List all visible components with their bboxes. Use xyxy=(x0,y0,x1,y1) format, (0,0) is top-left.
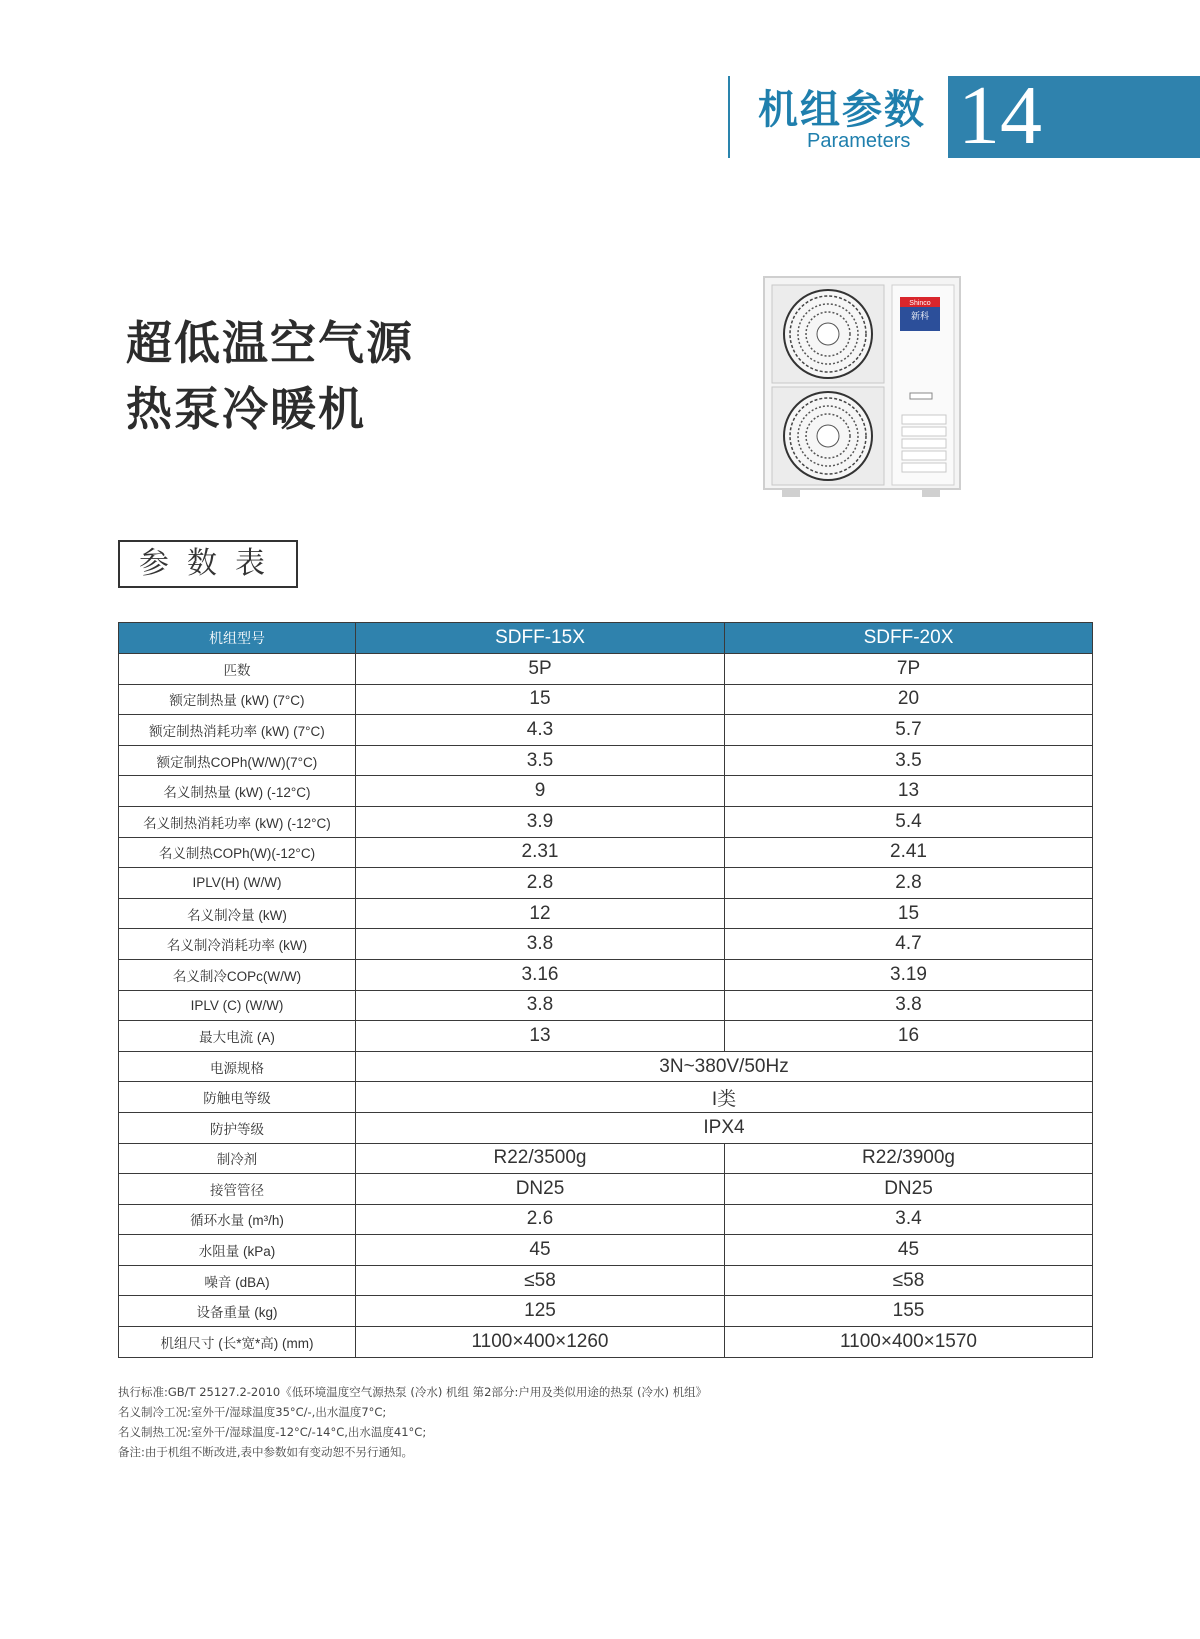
row-value-20x: 3.5 xyxy=(725,745,1093,776)
row-label: 最大电流 (A) xyxy=(119,1021,356,1052)
table-row xyxy=(119,684,1093,715)
table-body xyxy=(119,654,1093,1358)
row-label: 噪音 (dBA) xyxy=(119,1265,356,1296)
table-row xyxy=(119,1235,1093,1266)
table-row xyxy=(119,990,1093,1021)
product-title xyxy=(126,310,414,442)
fan-top xyxy=(784,290,872,378)
header-title-en: Parameters xyxy=(807,130,911,152)
table-row xyxy=(119,1296,1093,1327)
row-value-20x: 3.8 xyxy=(725,990,1093,1021)
header-model-label: 机组型号 xyxy=(119,623,356,654)
table-row xyxy=(119,898,1093,929)
row-label: 名义制冷消耗功率 (kW) xyxy=(119,929,356,960)
row-value-20x: ≤58 xyxy=(725,1265,1093,1296)
row-value-20x: R22/3900g xyxy=(725,1143,1093,1174)
section-label: 参数表 xyxy=(118,540,298,588)
row-value-20x: 2.41 xyxy=(725,837,1093,868)
row-value-15x: 2.31 xyxy=(356,837,725,868)
product-title-line1: 超低温空气源 xyxy=(126,316,414,370)
fan-bottom xyxy=(784,392,872,480)
row-label: IPLV(H) (W/W) xyxy=(119,868,356,899)
header-model-20x: SDFF-20X xyxy=(725,623,1093,654)
row-value-shared: 3N~380V/50Hz xyxy=(356,1051,1093,1082)
row-value-15x: R22/3500g xyxy=(356,1143,725,1174)
table-row xyxy=(119,1051,1093,1082)
table-row xyxy=(119,776,1093,807)
brand-cn: 新科 xyxy=(910,312,930,322)
row-value-15x: 13 xyxy=(356,1021,725,1052)
row-label: IPLV (C) (W/W) xyxy=(119,990,356,1021)
side-vents xyxy=(902,415,946,472)
row-value-15x: 2.8 xyxy=(356,868,725,899)
table-row xyxy=(119,715,1093,746)
product-image xyxy=(762,275,962,501)
table-header xyxy=(119,623,1093,654)
row-label: 额定制热COPh(W/W)(7°C) xyxy=(119,745,356,776)
row-label: 接管管径 xyxy=(119,1174,356,1205)
row-value-20x: 3.19 xyxy=(725,959,1093,990)
table-row xyxy=(119,868,1093,899)
table-row xyxy=(119,837,1093,868)
row-value-shared: I类 xyxy=(356,1082,1093,1113)
row-value-15x: 15 xyxy=(356,684,725,715)
table-row xyxy=(119,1174,1093,1205)
row-label: 额定制热消耗功率 (kW) (7°C) xyxy=(119,715,356,746)
header-title-cn: 机组参数 xyxy=(758,87,926,133)
row-label: 电源规格 xyxy=(119,1051,356,1082)
brand-en: Shinco xyxy=(909,300,931,307)
row-value-15x: 45 xyxy=(356,1235,725,1266)
row-label: 名义制冷量 (kW) xyxy=(119,898,356,929)
row-value-15x: 125 xyxy=(356,1296,725,1327)
table-row xyxy=(119,1143,1093,1174)
row-label: 名义制热COPh(W)(-12°C) xyxy=(119,837,356,868)
page-number: 14 xyxy=(958,69,1042,162)
row-value-20x: 16 xyxy=(725,1021,1093,1052)
row-value-20x: 45 xyxy=(725,1235,1093,1266)
row-value-15x: 9 xyxy=(356,776,725,807)
row-value-15x: 3.16 xyxy=(356,959,725,990)
row-label: 防触电等级 xyxy=(119,1082,356,1113)
row-value-15x: 3.8 xyxy=(356,990,725,1021)
row-value-20x: 7P xyxy=(725,654,1093,685)
table-row xyxy=(119,929,1093,960)
row-value-20x: 15 xyxy=(725,898,1093,929)
note-remark: 备注:由于机组不断改进,表中参数如有变动恕不另行通知。 xyxy=(118,1445,414,1459)
row-value-20x: 3.4 xyxy=(725,1204,1093,1235)
row-value-15x: DN25 xyxy=(356,1174,725,1205)
table-row xyxy=(119,1021,1093,1052)
row-value-20x: DN25 xyxy=(725,1174,1093,1205)
row-value-15x: 3.5 xyxy=(356,745,725,776)
row-value-15x: ≤58 xyxy=(356,1265,725,1296)
row-value-20x: 13 xyxy=(725,776,1093,807)
row-value-15x: 3.9 xyxy=(356,806,725,837)
table-row xyxy=(119,745,1093,776)
row-value-20x: 2.8 xyxy=(725,868,1093,899)
header-divider xyxy=(728,76,730,158)
table-row xyxy=(119,1112,1093,1143)
row-label: 匹数 xyxy=(119,654,356,685)
note-standard: 执行标准:GB/T 25127.2-2010《低环境温度空气源热泵 (冷水) 机组 第2部分:户用及类似用途的热泵 (冷水) 机组》 xyxy=(118,1385,708,1399)
row-value-20x: 5.4 xyxy=(725,806,1093,837)
row-label: 机组尺寸 (长*宽*高) (mm) xyxy=(119,1327,356,1358)
table-row xyxy=(119,1204,1093,1235)
header-model-15x: SDFF-15X xyxy=(356,623,725,654)
row-value-15x: 1100×400×1260 xyxy=(356,1327,725,1358)
row-value-15x: 2.6 xyxy=(356,1204,725,1235)
page-number-box xyxy=(948,69,1200,162)
table-row xyxy=(119,1327,1093,1358)
row-value-15x: 4.3 xyxy=(356,715,725,746)
row-value-20x: 1100×400×1570 xyxy=(725,1327,1093,1358)
row-label: 名义制冷COPc(W/W) xyxy=(119,959,356,990)
row-label: 设备重量 (kg) xyxy=(119,1296,356,1327)
row-value-15x: 5P xyxy=(356,654,725,685)
row-label: 名义制热消耗功率 (kW) (-12°C) xyxy=(119,806,356,837)
row-value-shared: IPX4 xyxy=(356,1112,1093,1143)
notes xyxy=(118,1382,707,1462)
table-row xyxy=(119,654,1093,685)
product-title-line2: 热泵冷暖机 xyxy=(126,382,366,436)
row-value-20x: 4.7 xyxy=(725,929,1093,960)
parameter-table xyxy=(118,622,1093,1358)
note-cooling-condition: 名义制冷工况:室外干/湿球温度35°C/-,出水温度7°C; xyxy=(118,1405,387,1419)
row-label: 额定制热量 (kW) (7°C) xyxy=(119,684,356,715)
row-label: 名义制热量 (kW) (-12°C) xyxy=(119,776,356,807)
row-value-20x: 20 xyxy=(725,684,1093,715)
note-heating-condition: 名义制热工况:室外干/湿球温度-12°C/-14°C,出水温度41°C; xyxy=(118,1425,427,1439)
row-value-20x: 5.7 xyxy=(725,715,1093,746)
row-value-15x: 12 xyxy=(356,898,725,929)
row-label: 防护等级 xyxy=(119,1112,356,1143)
page-header xyxy=(728,69,1200,162)
row-label: 水阻量 (kPa) xyxy=(119,1235,356,1266)
row-label: 循环水量 (m³/h) xyxy=(119,1204,356,1235)
table-row xyxy=(119,1082,1093,1113)
table-row xyxy=(119,1265,1093,1296)
table-row xyxy=(119,806,1093,837)
heat-pump-unit-illustration xyxy=(762,275,962,501)
row-value-15x: 3.8 xyxy=(356,929,725,960)
row-label: 制冷剂 xyxy=(119,1143,356,1174)
row-value-20x: 155 xyxy=(725,1296,1093,1327)
table-row xyxy=(119,959,1093,990)
